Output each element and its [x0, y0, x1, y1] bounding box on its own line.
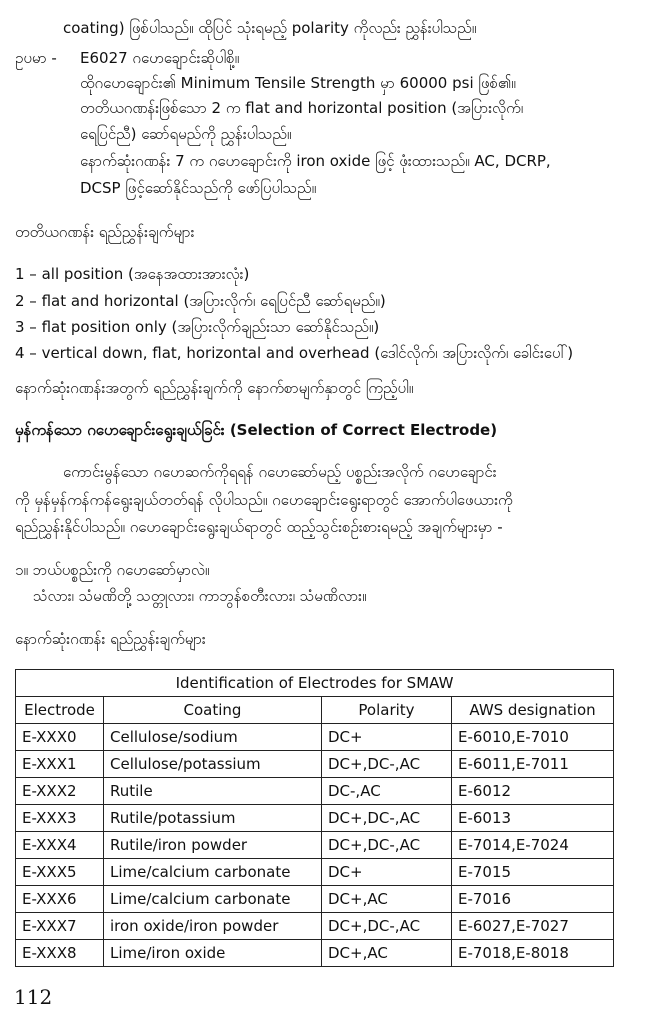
electrode-cell: E-XXX5	[16, 859, 104, 886]
paragraph1-line2: E6027 ဂဟေချောင်းဆိုပါစို့။	[80, 49, 240, 67]
position-item-4: 4 – vertical down, flat, horizontal and overhead (ဒေါင်လိုက်၊ အပြားလိုက်၊ ခေါင်းပေါ်)	[15, 344, 574, 362]
table-row	[16, 859, 614, 886]
paragraph1-line4: တတိယဂဏန်းဖြစ်သော 2 က flat and horizontal position (အပြားလိုက်၊	[80, 99, 524, 117]
coating-cell: Rutile/potassium	[104, 805, 322, 832]
table-row	[16, 724, 614, 751]
polarity-cell: DC+	[322, 859, 452, 886]
table-row	[16, 832, 614, 859]
page-number: 112	[14, 985, 53, 1009]
polarity-cell: DC+,AC	[322, 886, 452, 913]
paragraph2-line3: ရည်ညွှန်းနိုင်ပါသည်။ ဂဟေချောင်းရွေးချယ်ရာတွင် ထည့်သွင်းစဉ်းစားရမည့် အချက်များမှာ -	[15, 518, 503, 536]
paragraph1-line5: ရေပြင်ညီ) ဆော်ရမည်ကို ညွှန်းပါသည်။	[80, 125, 292, 143]
table-header-row	[16, 697, 614, 724]
position-item-3: 3 – flat position only (အပြားလိုက်ချည်းသာ ဆော်နိုင်သည်။)	[15, 318, 380, 336]
coating-cell: Rutile/iron powder	[104, 832, 322, 859]
coating-cell: iron oxide/iron powder	[104, 913, 322, 940]
polarity-cell: DC+,DC-,AC	[322, 805, 452, 832]
aws-designation-cell: E-7014,E-7024	[452, 832, 614, 859]
aws-designation-cell: E-6011,E-7011	[452, 751, 614, 778]
electrode-cell: E-XXX8	[16, 940, 104, 967]
polarity-cell: DC+	[322, 724, 452, 751]
table-row	[16, 886, 614, 913]
position-item-1: 1 – all position (အနေအထားအားလုံး)	[15, 265, 250, 283]
section-heading: မှန်ကန်သော ဂဟေချောင်းရွေးချယ်ခြင်း (Selection of Correct Electrode)	[15, 421, 498, 439]
electrode-cell: E-XXX1	[16, 751, 104, 778]
aws-designation-cell: E-7018,E-8018	[452, 940, 614, 967]
question1-detail: သံလား၊ သံမဏိတို့ သတ္တုလား၊ ကာဘွန်စတီးလား၊ သံမဏိလား။	[33, 587, 367, 605]
table-caption: Identification of Electrodes for SMAW	[16, 670, 614, 697]
coating-cell: Lime/iron oxide	[104, 940, 322, 967]
paragraph1-line1: coating) ဖြစ်ပါသည်။ ထိုပြင် သုံးရမည့် polarity ကိုလည်း ညွှန်းပါသည်။	[63, 19, 477, 37]
polarity-cell: DC+,DC-,AC	[322, 832, 452, 859]
paragraph1-line7: DCSP ဖြင့်ဆော်နိုင်သည်ကို ဖော်ပြပါသည်။	[80, 179, 317, 197]
header-electrode: Electrode	[16, 697, 104, 724]
table-row	[16, 940, 614, 967]
header-coating: Coating	[104, 697, 322, 724]
polarity-cell: DC+,DC-,AC	[322, 751, 452, 778]
third-digit-heading: တတိယဂဏန်း ရည်ညွှန်းချက်များ	[15, 223, 195, 241]
paragraph1-line6: နောက်ဆုံးဂဏန်း 7 က ဂဟေချောင်းကို iron oxide ဖြင့် ဖုံးထားသည်။ AC, DCRP,	[80, 152, 551, 170]
last-digit-heading: နောက်ဆုံးဂဏန်း ရည်ညွှန်းချက်များ	[15, 630, 206, 648]
coating-cell: Lime/calcium carbonate	[104, 886, 322, 913]
paragraph2-line2: ကို မှန်မှန်ကန်ကန်ရွေးချယ်တတ်ရန် လိုပါသည်။ ဂဟေချောင်းရွေးရာတွင် အောက်ပါဖေယားကို	[15, 491, 513, 509]
aws-designation-cell: E-6012	[452, 778, 614, 805]
position-item-2: 2 – flat and horizontal (အပြားလိုက်၊ ရေပြင်ညီ ဆော်ရမည်။)	[15, 292, 386, 310]
coating-cell: Cellulose/sodium	[104, 724, 322, 751]
paragraph2-line1: ကောင်းမွန်သော ဂဟေဆက်ကိုရရန် ဂဟေဆော်မည့် ပစ္စည်းအလိုက် ဂဟေချောင်း	[63, 463, 497, 481]
polarity-cell: DC-,AC	[322, 778, 452, 805]
coating-cell: Rutile	[104, 778, 322, 805]
header-aws-designation: AWS designation	[452, 697, 614, 724]
electrode-cell: E-XXX0	[16, 724, 104, 751]
aws-designation-cell: E-6010,E-7010	[452, 724, 614, 751]
electrode-table	[15, 669, 614, 967]
table-row	[16, 751, 614, 778]
example-label: ဥပမာ -	[15, 49, 57, 67]
table-row	[16, 778, 614, 805]
aws-designation-cell: E-6013	[452, 805, 614, 832]
electrode-cell: E-XXX4	[16, 832, 104, 859]
polarity-cell: DC+,DC-,AC	[322, 913, 452, 940]
paragraph1-line3: ထိုဂဟေချောင်း၏ Minimum Tensile Strength မှာ 60000 psi ဖြစ်၏။	[80, 74, 516, 92]
coating-cell: Lime/calcium carbonate	[104, 859, 322, 886]
question1: ၁။ ဘယ်ပစ္စည်းကို ဂဟေဆော်မှာလဲ။	[15, 561, 210, 579]
electrode-cell: E-XXX7	[16, 913, 104, 940]
electrode-cell: E-XXX2	[16, 778, 104, 805]
aws-designation-cell: E-7016	[452, 886, 614, 913]
last-digit-note: နောက်ဆုံးဂဏန်းအတွက် ရည်ညွှန်းချက်ကို နောက်စာမျက်နှာတွင် ကြည့်ပါ။	[15, 379, 414, 397]
aws-designation-cell: E-6027,E-7027	[452, 913, 614, 940]
electrode-cell: E-XXX6	[16, 886, 104, 913]
aws-designation-cell: E-7015	[452, 859, 614, 886]
table-row	[16, 913, 614, 940]
table-row	[16, 805, 614, 832]
coating-cell: Cellulose/potassium	[104, 751, 322, 778]
polarity-cell: DC+,AC	[322, 940, 452, 967]
header-polarity: Polarity	[322, 697, 452, 724]
electrode-cell: E-XXX3	[16, 805, 104, 832]
